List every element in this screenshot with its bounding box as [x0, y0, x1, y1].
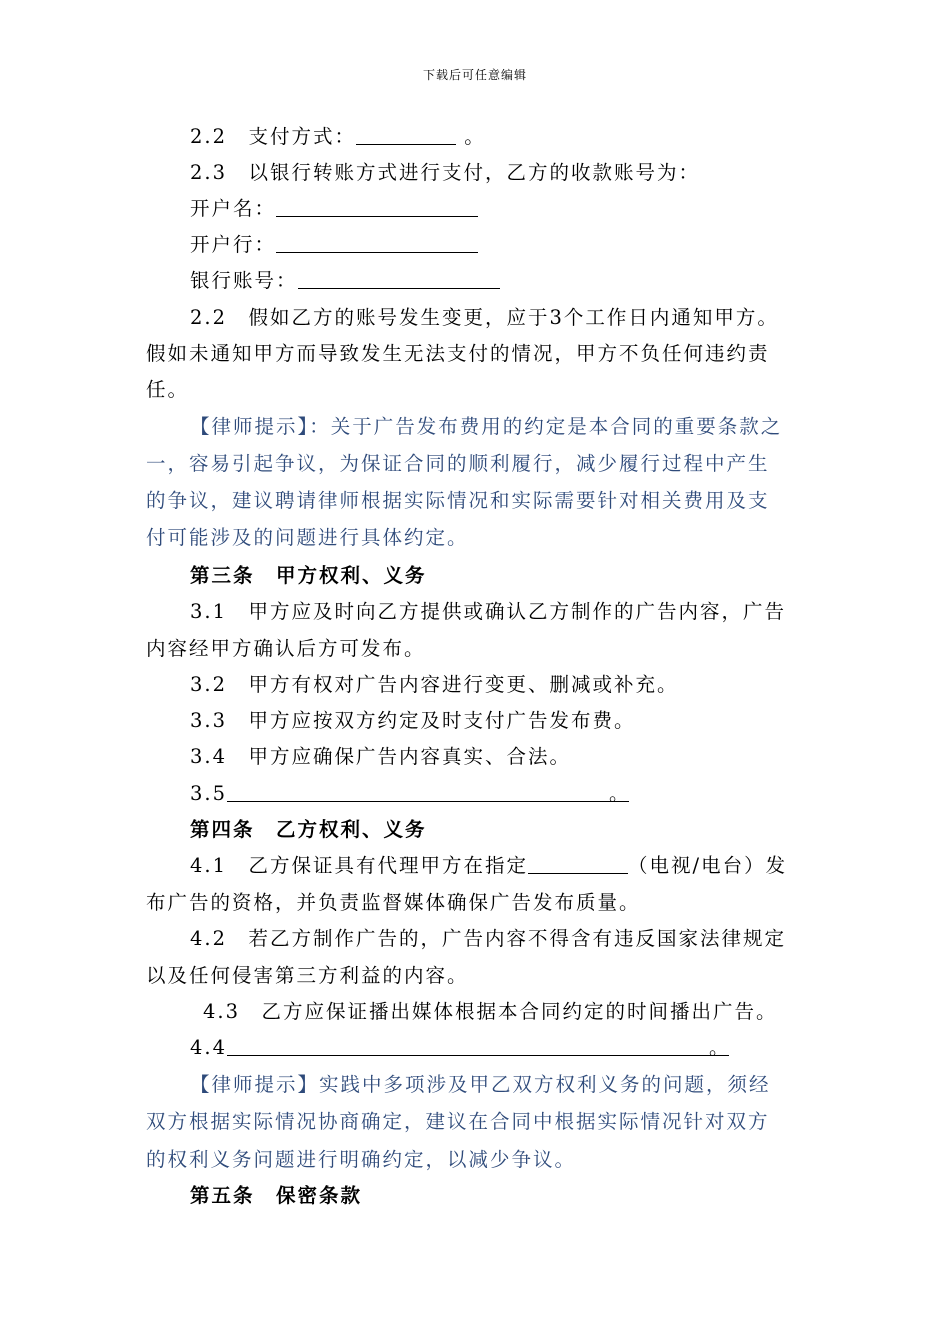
payment-method-blank[interactable] — [356, 124, 456, 145]
lawyer-tip-line: 的权利义务问题进行明确约定，以减少争议。 — [146, 1148, 577, 1171]
clause-2-3: 2.3 以银行转账方式进行支付，乙方的收款账号为： — [190, 161, 701, 184]
clause-3-1-cont: 内容经甲方确认后方可发布。 — [146, 637, 426, 660]
paragraph-line: 任。 — [146, 378, 190, 401]
paragraph-line: 假如未通知甲方而导致发生无法支付的情况，甲方不负任何违约责 — [146, 342, 770, 365]
article-5-heading: 第五条 保密条款 — [190, 1184, 363, 1207]
clause-3-1: 3.1 甲方应及时向乙方提供或确认乙方制作的广告内容，广告 — [190, 600, 787, 623]
account-name-line: 开户名： — [190, 194, 478, 224]
bank-line: 开户行： — [190, 230, 478, 260]
clause-3-5-blank[interactable] — [227, 781, 629, 802]
clause-2-2-payment: 2.2 支付方式： 。 — [190, 125, 486, 148]
lawyer-tip-line: 双方根据实际情况协商确定，建议在合同中根据实际情况针对双方 — [146, 1110, 770, 1133]
clause-3-5: 3.5 。 — [190, 782, 631, 805]
clause-3-3: 3.3 甲方应按双方约定及时支付广告发布费。 — [190, 709, 636, 732]
clause-4-4: 4.4 。 — [190, 1036, 731, 1059]
lawyer-tip-line: 付可能涉及的问题进行具体约定。 — [146, 526, 469, 549]
account-number-line: 银行账号： — [190, 266, 500, 296]
clause-4-2: 4.2 若乙方制作广告的，广告内容不得含有违反国家法律规定 — [190, 927, 787, 950]
lawyer-tip-line: 【律师提示】实践中多项涉及甲乙双方权利义务的问题，须经 — [190, 1073, 771, 1096]
clause-2-2-change: 2.2 假如乙方的账号发生变更，应于3个工作日内通知甲方。 — [190, 306, 779, 329]
clause-3-2: 3.2 甲方有权对广告内容进行变更、删减或补充。 — [190, 673, 679, 696]
clause-4-3: 4.3 乙方应保证播出媒体根据本合同约定的时间播出广告。 — [203, 1000, 778, 1023]
clause-4-4-blank[interactable] — [227, 1035, 729, 1056]
article-3-heading: 第三条 甲方权利、义务 — [190, 564, 427, 587]
clause-4-2-cont: 以及任何侵害第三方利益的内容。 — [146, 964, 469, 987]
lawyer-tip-line: 【律师提示】：关于广告发布费用的约定是本合同的重要条款之 — [190, 415, 783, 438]
article-4-heading: 第四条 乙方权利、义务 — [190, 818, 427, 841]
clause-3-4: 3.4 甲方应确保广告内容真实、合法。 — [190, 745, 572, 768]
account-number-blank[interactable] — [298, 268, 500, 289]
lawyer-tip-line: 一，容易引起争议，为保证合同的顺利履行，减少履行过程中产生 — [146, 452, 770, 475]
account-name-blank[interactable] — [276, 196, 478, 217]
bank-blank[interactable] — [276, 232, 478, 253]
media-blank[interactable] — [528, 853, 628, 874]
lawyer-tip-line: 的争议，建议聘请律师根据实际情况和实际需要针对相关费用及支 — [146, 489, 770, 512]
clause-4-1: 4.1 乙方保证具有代理甲方在指定 （电视/电台）发 — [190, 854, 788, 877]
clause-4-1-cont: 布广告的资格，并负责监督媒体确保广告发布质量。 — [146, 891, 641, 914]
page-header: 下载后可任意编辑 — [422, 68, 527, 82]
